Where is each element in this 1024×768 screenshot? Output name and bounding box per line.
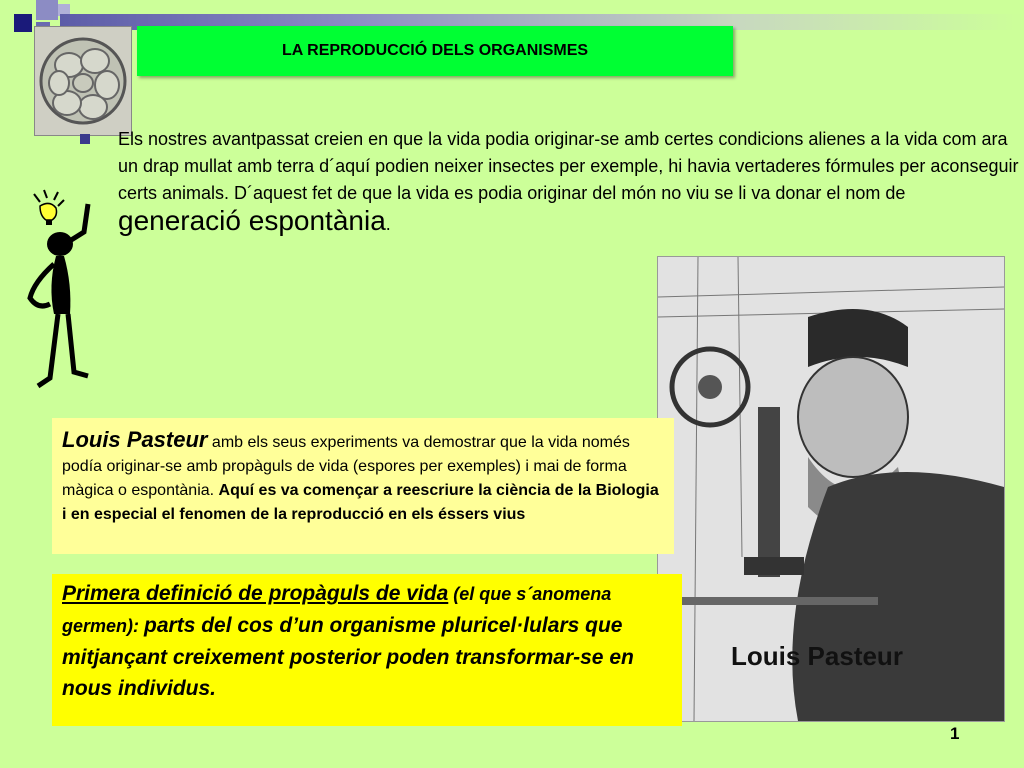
cell-image: [34, 26, 132, 136]
stick-figure-idea-icon: [20, 186, 110, 396]
definition-aside: (el que s´anomena germen):: [62, 584, 612, 636]
pasteur-name: Louis Pasteur: [62, 427, 208, 452]
image-caption: Louis Pasteur: [731, 641, 903, 671]
bullet-icon: [80, 134, 90, 144]
definition-term: Primera definició de propàguls de vida: [62, 582, 449, 605]
page-number: 1: [950, 724, 960, 743]
pasteur-text: amb els seus experiments va demostrar que la vida només podía originar-se amb propàguls de vida (espores per exemples) i mai de forma màgica o espontània.: [62, 434, 630, 499]
definition-box: [52, 574, 682, 726]
pasteur-bold-text: Aquí es va començar a reescriure la ciència de la Biologia i en especial el fenomen de la reproducció en els éssers vius: [62, 482, 659, 523]
louis-pasteur-image: [657, 256, 1005, 722]
definition-text: parts del cos d’un organisme pluricel·lulars que mitjançant creixement posterior poden transformar-se en nous individus.: [62, 614, 634, 700]
intro-highlight: generació espontània: [118, 205, 386, 236]
slide-title: LA REPRODUCCIÓ DELS ORGANISMES: [137, 26, 733, 76]
pasteur-info-box: [52, 418, 674, 554]
intro-text: Els nostres avantpassat creien en que la vida podia originar-se amb certes condicions alienes a la vida com ara un drap mullat amb terra d´aquí podien neixer insectes per exemple, hi havia vertaderes fórmules per aconseguir certs animals. D´aquest fet de que la vida es podia originar del món no viu se li va donar el nom de: [118, 129, 1019, 203]
intro-paragraph: [80, 126, 1020, 238]
intro-end: .: [385, 214, 391, 234]
